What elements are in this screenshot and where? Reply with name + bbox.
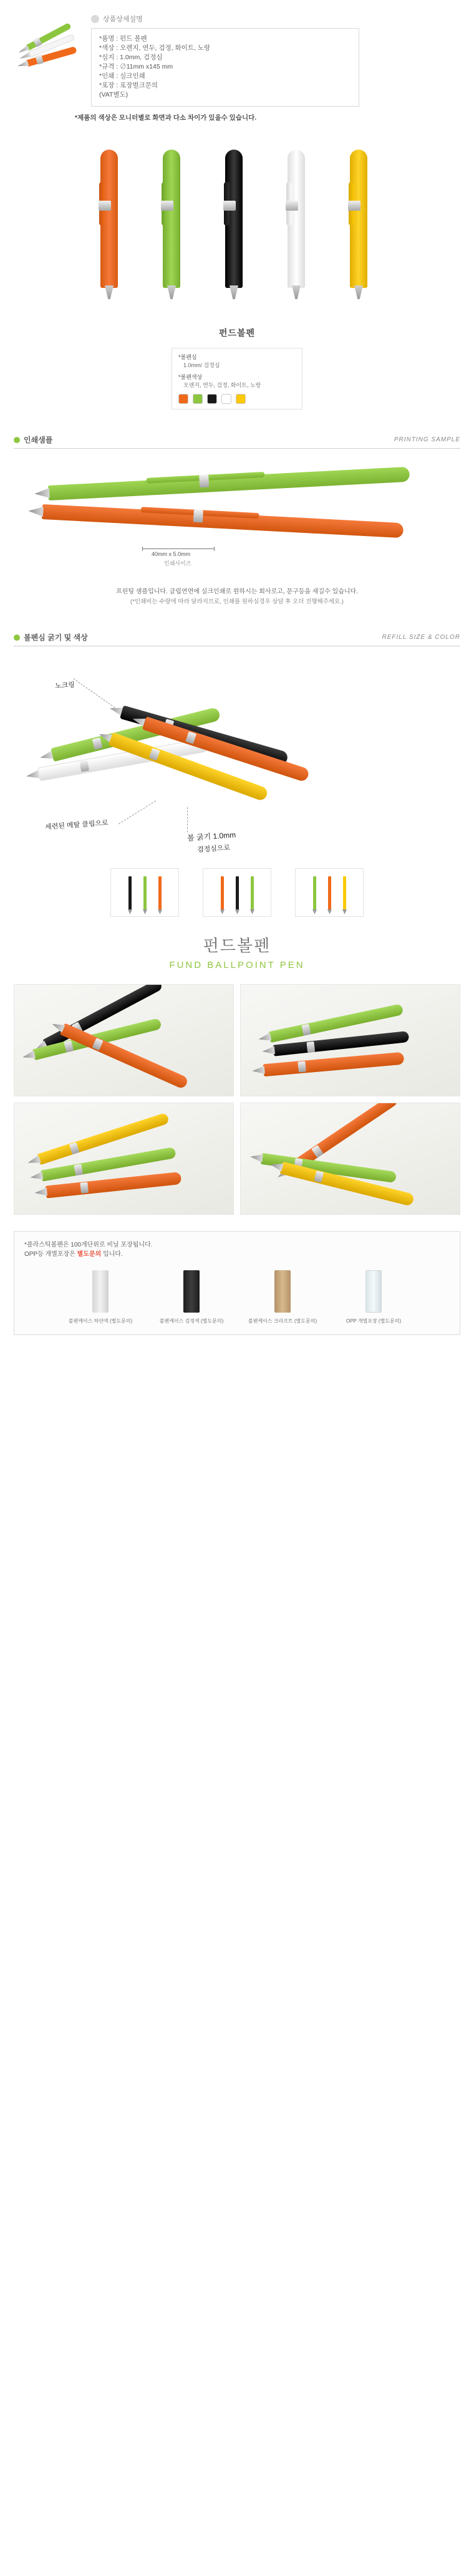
annotation-noring: 노크링 <box>54 681 75 691</box>
spec-line-2: *심지 : 1.0mm, 검정심 <box>99 54 163 61</box>
swatch-yellow <box>236 394 246 404</box>
packaging-option-label-0: 볼펜케이스 하얀색 (별도문의) <box>68 1318 133 1324</box>
lineup-pen-orange <box>97 143 122 299</box>
color-swatches <box>178 394 296 404</box>
mini-spec-value-2: 오렌지, 연두, 검정, 화이트, 노랑 <box>183 382 261 388</box>
packaging-note-pre: OPP등 개별포장은 <box>24 1251 77 1258</box>
packaging-option-kraft <box>245 1268 320 1324</box>
printing-sample-header <box>14 434 460 449</box>
leader-line-ball <box>187 807 188 832</box>
refill-card-1 <box>110 868 179 917</box>
refill-card-3 <box>295 868 364 917</box>
spec-disclaimer: *제품의 색상은 모니터별로 화면과 다소 차이가 있을수 있습니다. <box>75 114 257 122</box>
mini-spec-label-2: *볼펜색상 <box>178 374 203 380</box>
annotation-clip: 세련된 메탈 클립으로 <box>44 819 109 831</box>
spec-list <box>91 28 359 107</box>
printing-sample-figure <box>0 465 474 583</box>
mini-spec-value-1: 1.0mm/ 검정심 <box>183 362 220 368</box>
case-white-icon <box>92 1270 109 1313</box>
packaging-note-line2 <box>24 1250 450 1259</box>
refill-stick-green <box>143 876 147 910</box>
swatch-orange <box>178 394 188 404</box>
photo-gallery <box>0 984 474 1215</box>
spec-heading-label: 상품상세설명 <box>103 16 143 23</box>
pen-lineup <box>0 143 474 324</box>
packaging-option-label-1: 볼펜케이스 검정색 (별도문의) <box>159 1318 224 1324</box>
packaging-option-opp <box>336 1268 411 1324</box>
photo-1 <box>14 984 234 1096</box>
dimension-sublabel: 인쇄사이즈 <box>164 560 191 567</box>
packaging-note-line1: *플라스틱볼펜은 100개단위로 비닐 포장됩니다. <box>24 1242 153 1248</box>
spec-line-3: *규격 : ∅11mm x145 mm <box>99 63 173 70</box>
packaging-option-black <box>154 1268 229 1324</box>
printing-sample-title-en: PRINTING SAMPLE <box>394 436 460 443</box>
title-korean: 펀드볼펜 <box>203 936 271 955</box>
packaging-option-label-3: OPP 개별포장 (별도문의) <box>346 1318 402 1324</box>
swatch-black <box>207 394 217 404</box>
refill-stick-green-3 <box>313 876 316 910</box>
dimension-label: 40mm x 5.0mm <box>152 551 191 557</box>
refill-stick-orange-2 <box>221 876 224 910</box>
swatch-green <box>193 394 203 404</box>
lineup-pen-black <box>221 143 246 299</box>
photo-2 <box>240 984 460 1096</box>
lineup-pen-yellow <box>346 143 371 299</box>
refill-section-header <box>14 632 460 646</box>
spec-line-5: *포장 : 포장벌크문의 <box>99 82 158 89</box>
spec-heading <box>91 14 474 24</box>
refill-color-samples <box>0 868 474 917</box>
packaging-note-highlight: 별도문의 <box>77 1251 102 1258</box>
refill-stick-black <box>128 876 132 910</box>
refill-stick-black-2 <box>236 876 239 910</box>
case-opp-icon <box>365 1270 382 1313</box>
packaging-option-white <box>63 1268 138 1324</box>
sample-pen-green <box>34 461 421 506</box>
packaging-options <box>24 1268 450 1324</box>
printing-note-line2: (*인쇄비는 수량에 따라 달라지므로, 인쇄를 원하실경우 상담 후 오더 진행해주세요.) <box>130 598 344 605</box>
spec-line-1: *색상 : 오렌지, 연두, 검정, 화이트, 노랑 <box>99 44 211 52</box>
mini-spec-label-1: *볼펜심 <box>178 354 197 360</box>
photo-4 <box>240 1103 460 1215</box>
annotation-ball: 볼 굵기 1.0mm <box>186 830 236 843</box>
mini-spec-box <box>172 348 302 409</box>
packaging-note-post: 입니다. <box>101 1251 123 1258</box>
printing-sample-title: 인쇄샘플 <box>24 436 53 444</box>
sample-pen-orange <box>27 499 415 543</box>
annotation-ball-sub: 검정심으로 <box>196 844 231 854</box>
packaging-option-label-2: 볼펜케이스 크라프트 (별도문의) <box>248 1318 317 1324</box>
swatch-white <box>221 394 231 404</box>
refill-figure <box>0 659 474 864</box>
circle-icon <box>91 15 99 23</box>
spec-section <box>0 0 474 122</box>
refill-stick-yellow <box>343 876 346 910</box>
printing-note <box>0 587 474 607</box>
case-kraft-icon <box>274 1270 291 1313</box>
spec-line-0: *품명 : 펀드 볼펜 <box>99 35 147 42</box>
spec-line-4: *인쇄 : 실크인쇄 <box>99 72 145 80</box>
bullet-icon-2 <box>14 634 20 641</box>
spec-thumbnail <box>14 19 82 79</box>
dimension-tick-right <box>214 547 215 551</box>
packaging-option-box <box>14 1231 460 1335</box>
product-name: 펀드볼펜 <box>218 328 256 338</box>
packaging-note <box>24 1240 450 1259</box>
lineup-pen-green <box>159 143 184 299</box>
dimension-line <box>142 548 215 549</box>
refill-section-title-en: REFILL SIZE & COLOR <box>382 634 460 641</box>
photo-3 <box>14 1103 234 1215</box>
refill-stick-orange <box>158 876 162 910</box>
printing-note-line1: 프린팅 샘플입니다. 클립연면에 실크인쇄로 원하시는 회사로고, 문구등을 새길수 있습니다. <box>116 588 358 595</box>
refill-card-2 <box>203 868 271 917</box>
lineup-pen-white <box>284 143 309 299</box>
refill-stick-orange-3 <box>328 876 331 910</box>
refill-stick-green-2 <box>251 876 254 910</box>
spec-line-6: (VAT별도) <box>99 91 128 98</box>
refill-section-title: 볼펜심 굵기 및 색상 <box>24 633 88 642</box>
dimension-tick-left <box>142 547 143 551</box>
leader-line-clip <box>119 801 156 825</box>
case-black-icon <box>183 1270 200 1313</box>
title-english: FUND BALLPOINT PEN <box>169 960 305 970</box>
bullet-icon <box>14 437 20 443</box>
